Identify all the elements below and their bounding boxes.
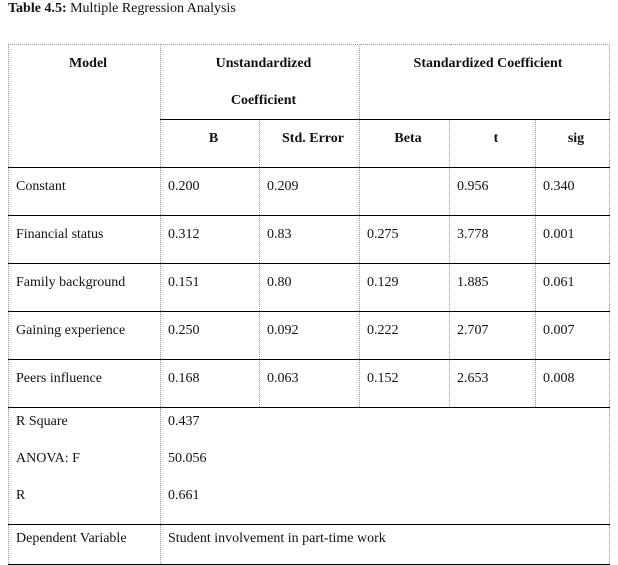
header-unstandardized-line1: Unstandardized: [215, 56, 312, 71]
header-model: Model: [9, 45, 161, 168]
r-square-label: R Square: [16, 414, 68, 429]
header-t: t: [450, 120, 536, 168]
r-label: R: [16, 488, 26, 503]
row-b: 0.151: [161, 264, 260, 312]
row-beta: 0.275: [360, 216, 450, 264]
row-b: 0.200: [161, 168, 260, 216]
regression-table: [8, 44, 610, 565]
row-model: Peers influence: [9, 360, 161, 408]
row-t: 0.956: [450, 168, 536, 216]
row-b: 0.250: [161, 312, 260, 360]
header-standardized: Standardized Coefficient: [360, 45, 610, 120]
header-std-error: Std. Error: [260, 120, 360, 168]
row-sig: 0.008: [536, 360, 610, 408]
row-t: 2.653: [450, 360, 536, 408]
caption-title: Multiple Regression Analysis: [70, 1, 236, 16]
header-b: B: [161, 120, 260, 168]
table-caption: [8, 1, 236, 17]
table-row: [9, 168, 610, 216]
row-sig: 0.007: [536, 312, 610, 360]
anova-value: 50.056: [168, 451, 207, 466]
row-model: Gaining experience: [9, 312, 161, 360]
header-beta: Beta: [360, 120, 450, 168]
r-value: 0.661: [168, 488, 200, 503]
summary-labels: [9, 408, 161, 525]
row-t: 3.778: [450, 216, 536, 264]
dependent-label: Dependent Variable: [9, 525, 161, 565]
header-unstandardized-line2: Coefficient: [230, 93, 297, 108]
row-beta: 0.222: [360, 312, 450, 360]
summary-row: [9, 408, 610, 525]
row-sig: 0.061: [536, 264, 610, 312]
row-std-error: 0.063: [260, 360, 360, 408]
row-b: 0.312: [161, 216, 260, 264]
summary-values: [161, 408, 610, 525]
row-std-error: 0.80: [260, 264, 360, 312]
header-row-1: [9, 45, 610, 120]
row-sig: 0.340: [536, 168, 610, 216]
r-square-value: 0.437: [168, 414, 200, 429]
table-row: [9, 312, 610, 360]
row-std-error: 0.209: [260, 168, 360, 216]
header-unstandardized: [161, 45, 360, 120]
row-model: Financial status: [9, 216, 161, 264]
row-sig: 0.001: [536, 216, 610, 264]
row-t: 2.707: [450, 312, 536, 360]
dependent-value: Student involvement in part-time work: [161, 525, 610, 565]
row-beta: 0.152: [360, 360, 450, 408]
table-row: [9, 264, 610, 312]
row-t: 1.885: [450, 264, 536, 312]
row-std-error: 0.092: [260, 312, 360, 360]
row-b: 0.168: [161, 360, 260, 408]
row-beta: 0.129: [360, 264, 450, 312]
caption-label: Table 4.5:: [8, 1, 67, 16]
row-std-error: 0.83: [260, 216, 360, 264]
row-model: Family background: [9, 264, 161, 312]
header-sig: sig: [536, 120, 610, 168]
table-row: [9, 360, 610, 408]
anova-label: ANOVA: F: [16, 451, 80, 466]
table-row: [9, 216, 610, 264]
dependent-row: [9, 525, 610, 565]
row-beta: [360, 168, 450, 216]
row-model: Constant: [9, 168, 161, 216]
